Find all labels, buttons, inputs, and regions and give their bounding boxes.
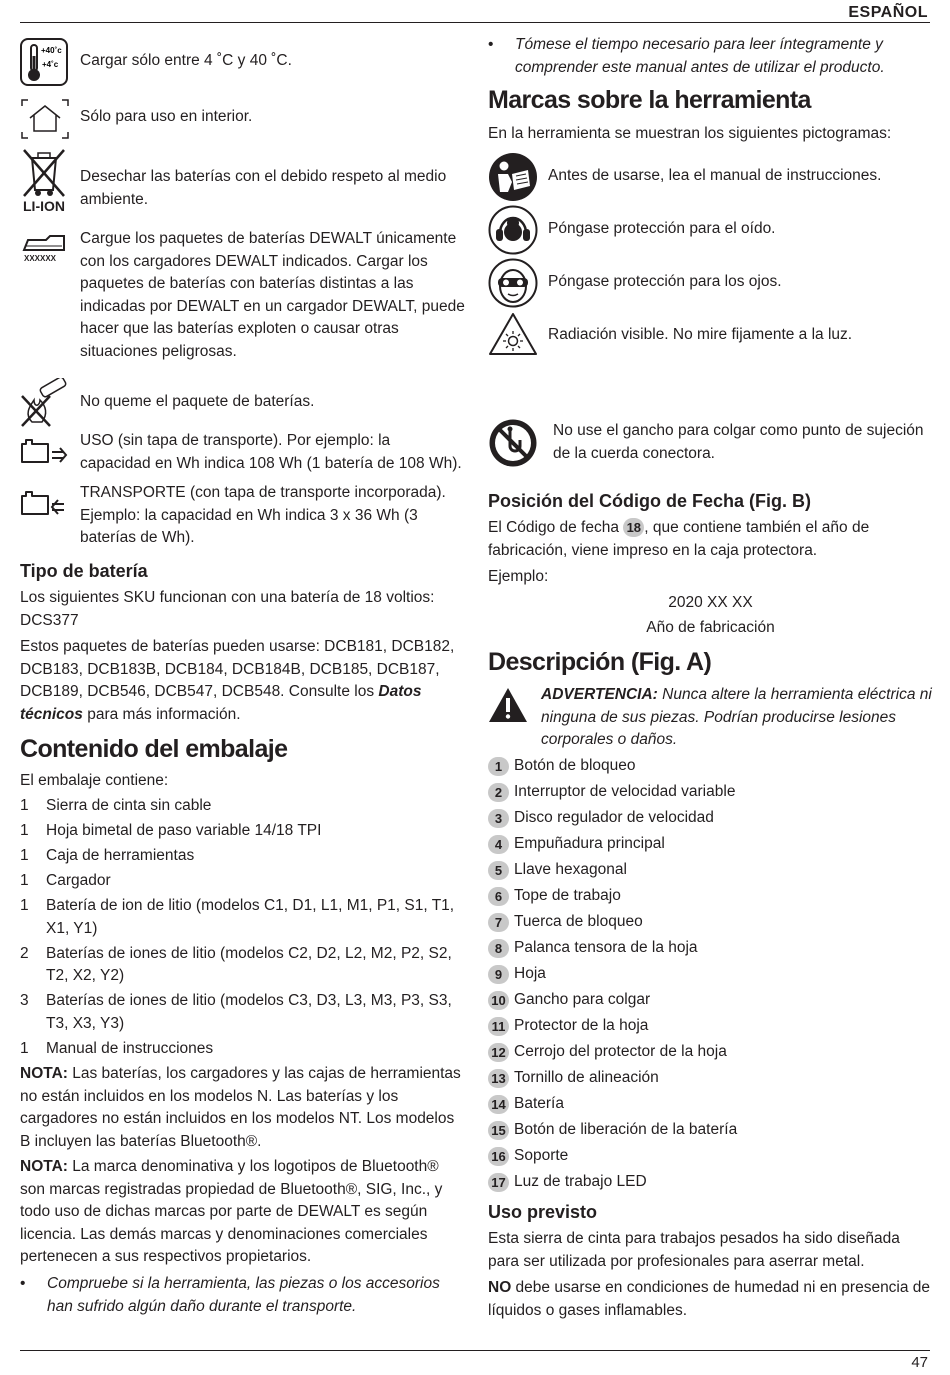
part-label: Botón de bloqueo [514, 756, 636, 774]
part-number-badge: 2 [488, 783, 509, 802]
part-item [488, 935, 933, 961]
ear-protection-icon [488, 205, 540, 257]
icon-row-indoor-use [20, 98, 465, 143]
tool-markings-heading: Marcas sobre la herramienta [488, 86, 811, 114]
bullet-dot: • [20, 1275, 26, 1292]
pictogram-row-eye-protection [488, 258, 933, 308]
icon-row-charge-temperature [20, 38, 465, 90]
part-label: Llave hexagonal [514, 860, 627, 878]
hook-warning-text: No use el gancho para colgar como punto de sujeción de la cuerda conectora. [553, 422, 924, 462]
pictogram-row-ear-protection [488, 205, 933, 255]
part-item [488, 1065, 933, 1091]
icon-row-text: No queme el paquete de baterías. [80, 393, 315, 410]
part-number-badge: 16 [488, 1147, 509, 1166]
li-ion-label: LI-ION [23, 198, 65, 214]
visible-radiation-icon [488, 311, 540, 363]
part-item [488, 1117, 933, 1143]
package-item-quantity: 1 [20, 872, 29, 889]
intended-use-p2-text: debe usarse en condiciones de humedad ni en presencia de líquidos o gases inflamables. [488, 1279, 931, 1319]
package-item-quantity: 1 [20, 822, 29, 839]
icon-row-battery-use [20, 430, 465, 478]
part-label: Luz de trabajo LED [514, 1172, 647, 1190]
battery-type-p2-suffix: para más información. [82, 705, 241, 723]
date-code-p1-prefix: El Código de fecha [488, 519, 624, 536]
battery-use-icon [20, 430, 72, 482]
part-number-badge: 6 [488, 887, 509, 906]
part-number-badge: 10 [488, 991, 509, 1010]
package-item-quantity: 1 [20, 847, 29, 864]
part-label: Palanca tensora de la hoja [514, 938, 698, 956]
part-item [488, 805, 933, 831]
part-item [488, 1091, 933, 1117]
part-number-badge: 15 [488, 1121, 509, 1140]
package-item-text: Sierra de cinta sin cable [46, 797, 212, 814]
battery-type-heading: Tipo de batería [20, 561, 148, 581]
package-item [20, 990, 465, 1035]
part-number-badge: 9 [488, 965, 509, 984]
package-item [20, 1038, 465, 1061]
pictogram-text: Póngase protección para los ojos. [548, 273, 782, 290]
package-item-quantity: 1 [20, 1039, 29, 1057]
part-label: Soporte [514, 1146, 569, 1164]
part-item [488, 1039, 933, 1065]
part-item [488, 1143, 933, 1169]
part-item [488, 779, 933, 805]
package-intro: El embalaje contiene: [20, 772, 169, 789]
page-language-header: ESPAÑOL [848, 4, 928, 21]
part-number-badge: 11 [488, 1017, 509, 1036]
date-code-heading: Posición del Código de Fecha (Fig. B) [488, 491, 812, 511]
icon-row-no-burn [20, 378, 465, 428]
icon-row-disposal [20, 148, 465, 218]
part-item [488, 1013, 933, 1039]
part-item [488, 753, 933, 779]
note-1-text: Las baterías, los cargadores y las cajas de herramientas no están incluidos en los modelos N. Las baterías y los cargadores no están incluidos en los modelos NT. Los modelos B incluyen las baterías Bluetooth®. [20, 1065, 461, 1150]
part-number-badge: 8 [488, 939, 509, 958]
part-number-badge: 7 [488, 913, 509, 932]
package-contents-list [20, 795, 465, 1063]
part-label: Disco regulador de velocidad [514, 808, 714, 826]
part-label: Botón de liberación de la batería [514, 1120, 738, 1138]
header-divider [20, 22, 930, 23]
package-item-text: Batería de ion de litio (modelos C1, D1, L1, M1, P1, S1, T1, X1, Y1) [46, 897, 455, 937]
pictogram-text: Póngase protección para el oído. [548, 220, 776, 237]
icon-row-text: Cargue los paquetes de baterías DEWALT únicamente con los cargadores DEWALT indicados. Cargar los paquetes de baterías con baterías distintas a las indicadas por DEWALT en un cargador DEWALT, puede hacer que las baterías exploten o causar otras situaciones peligrosas. [80, 230, 465, 360]
no-hook-anchor-icon [488, 418, 540, 470]
example-label: Ejemplo: [488, 568, 549, 585]
example-date-caption: Año de fabricación [646, 619, 775, 636]
part-number-badge: 12 [488, 1043, 509, 1062]
icon-row-battery-transport [20, 482, 465, 552]
package-item-text: Hoja bimetal de paso variable 14/18 TPI [46, 822, 322, 839]
icon-row-text: Desechar las baterías con el debido respeto al medio ambiente. [80, 168, 447, 208]
tool-markings-intro: En la herramienta se muestran los siguientes pictogramas: [488, 125, 892, 142]
part-number-badge: 1 [488, 757, 509, 776]
description-heading: Descripción (Fig. A) [488, 648, 712, 676]
package-item-quantity: 1 [20, 897, 29, 914]
technical-data-reference: Datos técnicos [20, 683, 422, 723]
pictogram-text: Radiación visible. No mire fijamente a la luz. [548, 326, 853, 343]
note-1 [20, 1063, 465, 1153]
package-item [20, 895, 465, 940]
package-item [20, 870, 465, 893]
package-item-text: Cargador [46, 872, 111, 889]
package-item-quantity: 1 [20, 797, 29, 814]
package-item-text: Caja de herramientas [46, 847, 195, 864]
battery-transport-icon [20, 482, 72, 534]
damage-check-bullet [20, 1273, 465, 1318]
intended-use-heading: Uso previsto [488, 1202, 598, 1222]
part-label: Batería [514, 1094, 564, 1112]
part-item [488, 987, 933, 1013]
package-item [20, 845, 465, 868]
pictogram-row-visible-radiation [488, 311, 933, 361]
no-burn-icon [20, 378, 72, 430]
warning-label: ADVERTENCIA: [541, 686, 658, 703]
footer-divider [20, 1350, 930, 1351]
crossed-bin-icon [20, 148, 72, 218]
part-item [488, 909, 933, 935]
part-item [488, 961, 933, 987]
part-label: Tornillo de alineación [514, 1068, 659, 1086]
intended-use-no: NO [488, 1279, 512, 1296]
battery-type-p2-prefix: Estos paquetes de baterías pueden usarse: DCB181, DCB182, DCB183, DCB183B, DCB184, DCB184B, DCB185, DCB187, DCB189, DCB546, DCB547, DCB548. Consulte los [20, 638, 455, 700]
package-item [20, 795, 465, 818]
part-item [488, 857, 933, 883]
note-2-label: NOTA: [20, 1158, 68, 1175]
bullet-dot: • [488, 36, 494, 53]
part-label: Gancho para colgar [514, 990, 651, 1008]
note-1-label: NOTA: [20, 1065, 68, 1082]
example-date-code: 2020 XX XX [668, 594, 753, 611]
intended-use-paragraph-2 [488, 1277, 933, 1322]
part-number-badge: 17 [488, 1173, 509, 1192]
parts-list [488, 753, 933, 1195]
charger-pack-icon [20, 228, 72, 280]
thermometer-icon [20, 38, 72, 90]
intended-use-paragraph-1: Esta sierra de cinta para trabajos pesados ha sido diseñada para ser utilizada por profesionales para aserrar metal. [488, 1230, 900, 1270]
bullet-text: Tómese el tiempo necesario para leer íntegramente y comprender este manual antes de utilizar el producto. [515, 36, 885, 76]
part-item [488, 883, 933, 909]
part-label: Interruptor de velocidad variable [514, 782, 736, 800]
warning-paragraph [541, 684, 933, 752]
battery-type-paragraph-1: Los siguientes SKU funcionan con una batería de 18 voltios: DCS377 [20, 589, 435, 629]
package-item-quantity: 2 [20, 944, 29, 962]
pictogram-text: Antes de usarse, lea el manual de instrucciones. [548, 167, 882, 184]
figure-callout-badge: 18 [623, 518, 644, 537]
part-label: Tuerca de bloqueo [514, 912, 643, 930]
page-number: 47 [911, 1354, 928, 1371]
icon-row-text: Sólo para uso en interior. [80, 108, 253, 125]
indoor-house-icon [20, 98, 72, 150]
icon-row-text: USO (sin tapa de transporte). Por ejemplo: la capacidad en Wh indica 108 Wh (1 batería de 108 Wh). [80, 432, 462, 472]
part-item [488, 831, 933, 857]
date-code-p1-suffix: , que contiene también el año de fabricación, viene impreso en la caja protectora. [488, 519, 870, 559]
read-manual-bullet [488, 34, 933, 79]
part-number-badge: 4 [488, 835, 509, 854]
package-contents-heading: Contenido del embalaje [20, 735, 288, 763]
part-number-badge: 13 [488, 1069, 509, 1088]
thermo-bottom-label: +4˚c [42, 60, 59, 69]
part-number-badge: 14 [488, 1095, 509, 1114]
package-item-text: Baterías de iones de litio (modelos C3, D3, L3, M3, P3, S3, T3, X3, Y3) [46, 992, 452, 1032]
warning-text: Nunca altere la herramienta eléctrica ni ninguna de sus piezas. Podrían producirse lesiones corporales o daños. [541, 686, 932, 748]
icon-row-text: TRANSPORTE (con tapa de transporte incorporada). Ejemplo: la capacidad en Wh indica 3 x 36 Wh (3 baterías de Wh). [80, 484, 446, 546]
part-label: Empuñadura principal [514, 834, 665, 852]
warning-triangle-icon [488, 687, 528, 727]
pictogram-row-read-manual [488, 152, 933, 202]
icon-row-compatible-chargers [20, 228, 465, 368]
part-label: Tope de trabajo [514, 886, 621, 904]
package-item-quantity: 3 [20, 992, 29, 1009]
pictogram-row-hook-warning [488, 418, 933, 470]
icon-row-text: Cargar sólo entre 4 ˚C y 40 ˚C. [80, 52, 292, 69]
thermo-top-label: +40˚c [41, 46, 62, 55]
package-item-text: Baterías de iones de litio (modelos C2, D2, L2, M2, P2, S2, T2, X2, Y2) [46, 944, 452, 984]
bullet-text: Compruebe si la herramienta, las piezas o los accesorios han sufrido algún daño durante el transporte. [47, 1275, 440, 1315]
eye-protection-icon [488, 258, 540, 310]
date-code-paragraph [488, 517, 933, 562]
part-label: Cerrojo del protector de la hoja [514, 1042, 727, 1060]
read-manual-icon [488, 152, 540, 204]
package-item [20, 820, 465, 843]
note-2-text: La marca denominativa y los logotipos de Bluetooth® son marcas registradas propiedad de Bluetooth®, SIG, Inc., y todo uso de dichas marcas por parte de DEWALT es según licencia. Las demás marcas y denominaciones comerciales pertenecen a sus respectivos propietarios. [20, 1158, 443, 1265]
package-item-text: Manual de instrucciones [46, 1039, 214, 1057]
part-label: Hoja [514, 964, 546, 982]
package-item [20, 943, 465, 988]
battery-type-paragraph-2 [20, 636, 465, 726]
charger-code-label: XXXXXX [24, 254, 57, 263]
part-item [488, 1169, 933, 1195]
part-number-badge: 3 [488, 809, 509, 828]
note-2 [20, 1156, 465, 1269]
part-label: Protector de la hoja [514, 1016, 649, 1034]
part-number-badge: 5 [488, 861, 509, 880]
